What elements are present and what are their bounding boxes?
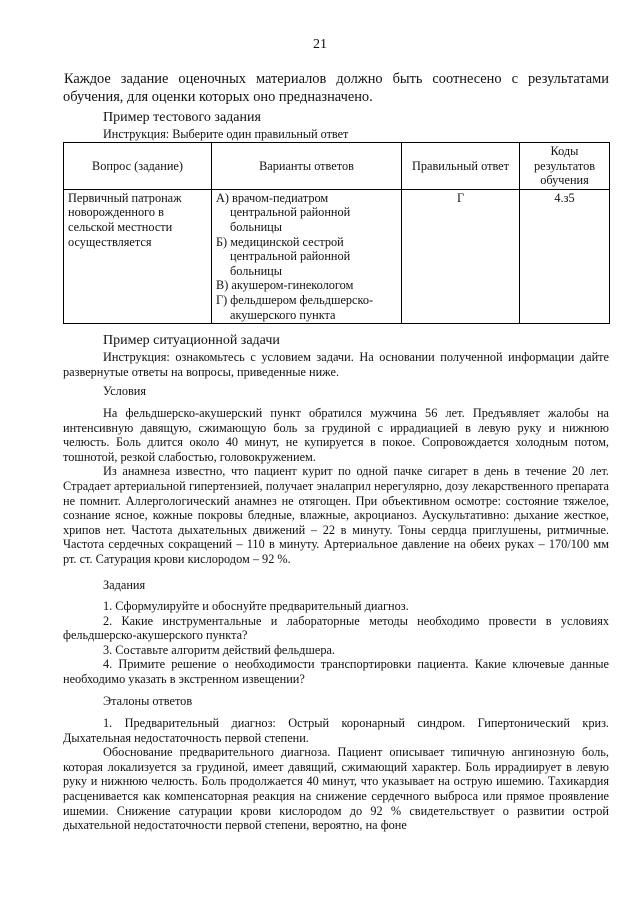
task-item: 2. Какие инструментальные и лабораторные методы необходимо провести в условиях фельдшерско-акушерского пункта? xyxy=(63,613,609,643)
answer-paragraph: Обоснование предварительного диагноза. Пациент описывает типичную ангинозную боль, которая локализуется за грудиной, имеет давящий, сжимающий характер. Боль иррадиирует в левую руку и нижнюю челюсть. Боль продолжается 40 минут, что указывает на острую ишемию. Тахикардия расценивается как компенсаторная реакция на снижение сердечного выброса или прямое проявление ишемии. Снижение сатурации крови кислородом до 92 % свидетельствует о развитии острой дыхательной недостаточности первой степени, вероятно, на фоне xyxy=(63,745,609,833)
option-c: В) акушером-гинекологом xyxy=(216,278,354,293)
conditions-label: Условия xyxy=(103,384,147,398)
header-codes: Коды результатов обучения xyxy=(520,143,610,190)
tasks-block xyxy=(63,599,609,687)
situational-instruction xyxy=(63,350,609,379)
option-b: Б) медицинской сестрой центральной районной больницы xyxy=(216,234,351,278)
task-item: 1. Сформулируйте и обоснуйте предварительный диагноз. xyxy=(103,599,409,613)
conditions-block xyxy=(63,406,609,567)
answers-label: Эталоны ответов xyxy=(103,694,193,708)
page-number: 21 xyxy=(313,37,327,52)
task-item: 4. Примите решение о необходимости транспортировки пациента. Какие ключевые данные необходимо указать в экстренном извещении? xyxy=(63,657,609,686)
test-instruction: Инструкция: Выберите один правильный ответ xyxy=(103,127,349,141)
answer-paragraph: 1. Предварительный диагноз: Острый коронарный синдром. Гипертонический криз. Дыхательная недостаточность первой степени. xyxy=(63,716,609,745)
instruction-text: Инструкция: ознакомьтесь с условием задачи. На основании полученной информации дайте развернутые ответы на вопросы, приведенные ниже. xyxy=(63,350,609,379)
codes-cell: 4.з5 xyxy=(520,189,610,323)
table-row xyxy=(64,189,610,323)
table-header-row xyxy=(64,143,610,190)
tasks-label: Задания xyxy=(103,578,146,592)
correct-answer-cell: Г xyxy=(402,189,520,323)
options-cell xyxy=(212,189,402,323)
test-example-heading: Пример тестового задания xyxy=(103,110,261,125)
option-d: Г) фельдшером фельдшерско-акушерского пункта xyxy=(216,292,374,322)
option-a: А) врачом-педиатром центральной районной больницы xyxy=(216,190,351,234)
answers-block xyxy=(63,716,609,833)
test-table xyxy=(63,142,610,324)
task-item: 3. Составьте алгоритм действий фельдшера. xyxy=(103,642,335,657)
question-cell: Первичный патронаж новорожденного в сельской местности осуществляется xyxy=(64,189,212,323)
condition-paragraph: Из анамнеза известно, что пациент курит по одной пачке сигарет в день в течение 20 лет. Страдает артериальной гипертензией, получает эналаприл нерегулярно, дозу лекарственного препарата не помнит. Аллергологический анамнез не отягощен. При объективном осмотре: состояние тяжелое, сознание ясное, кожные покровы бледные, влажные, акроцианоз. Аускультативно: дыхание жесткое, хрипов нет. Частота дыхательных движений – 22 в минуту. Тоны сердца приглушены, ритмичные. Частота сердечных сокращений – 110 в минуту. Артериальное давление на обеих руках – 170/100 мм рт. ст. Сатурация крови кислородом – 92 %. xyxy=(63,464,609,566)
header-correct: Правильный ответ xyxy=(402,143,520,190)
situational-heading: Пример ситуационной задачи xyxy=(103,333,280,348)
intro-paragraph: Каждое задание оценочных материалов должно быть соотнесено с результатами обучения, для оценки которых оно предназначено. xyxy=(63,71,609,105)
header-question: Вопрос (задание) xyxy=(64,143,212,190)
header-options: Варианты ответов xyxy=(212,143,402,190)
condition-paragraph: На фельдшерско-акушерский пункт обратился мужчина 56 лет. Предъявляет жалобы на интенсивную давящую, сжимающую боль за грудиной с иррадиацией в левую руку и нижнюю челюсть. Боль длится около 40 минут, не купируется в покое. Сопровождается холодным потом, тошнотой, резкой слабостью, головокружением. xyxy=(63,406,609,464)
